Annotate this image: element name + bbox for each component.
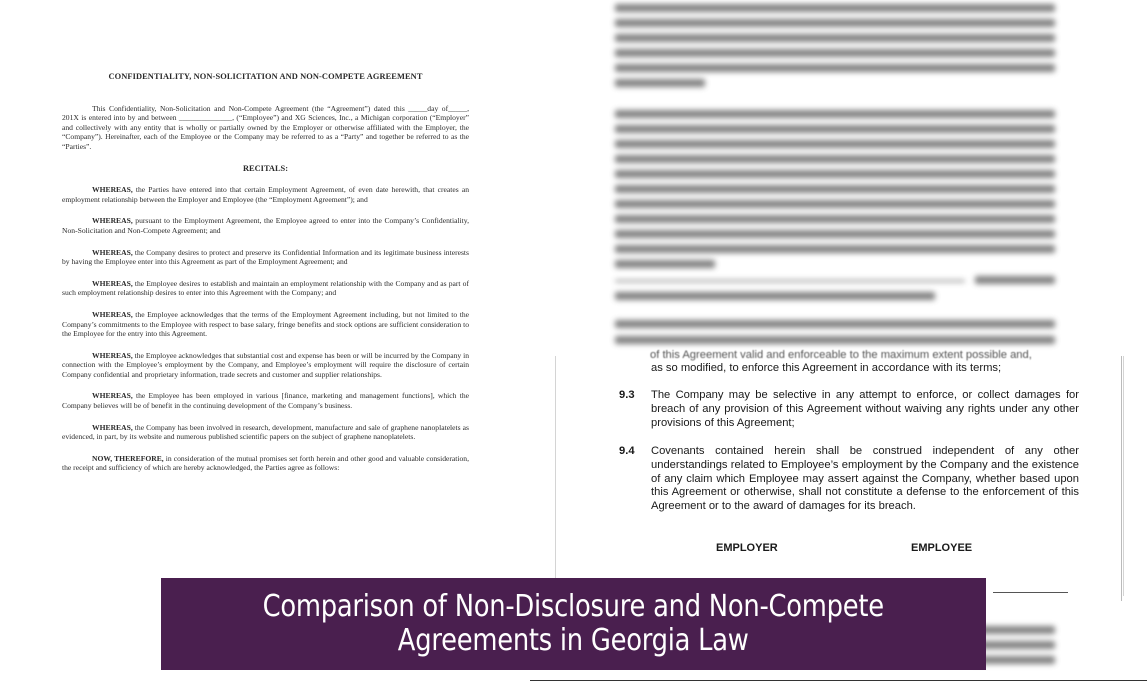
recital-lead: WHEREAS, [92,278,133,288]
caption-banner [161,578,986,670]
blurred-text-line [615,336,1055,344]
cut-off-line: of this Agreement valid and enforceable to the maximum extent possible and, [650,349,1032,361]
recital-text: the Employee acknowledges that substantial cost and expense has been or will be incurred by the Company in connection with the Employee’s employment by the Company, and Employee’s employment will require the disclosure of certain Company confidential and proprietary information, trade secrets and customer and supplier relationships. [62,350,469,379]
blurred-text-line [615,170,1055,178]
blurred-text-line [615,140,1055,148]
caption-line-1: Comparison of Non-Disclosure and Non-Compete [262,589,885,624]
page-edge-rule [1121,356,1122,601]
blurred-text-line [615,292,935,300]
recital-text: the Employee acknowledges that the terms of the Employment Agreement including, but not limited to the Company’s commitments to the Employee with respect to base salary, fringe benefits and stock options are sufficient consideration to the Employee for the entry into this Agreement. [62,309,469,339]
recital-text: in consideration of the mutual promises set forth herein and other good and valuable consideration, the receipt and sufficiency of which are hereby acknowledged, the Parties agree as follows: [62,453,470,473]
recital-text: pursuant to the Employment Agreement, the Employee agreed to enter into the Company’s Confidentiality, Non-Solicitation and Non-Compete Agreement; and [62,216,469,235]
clause-text: Covenants contained herein shall be construed independent of any other understandings related to Employee’s employment by the Company and the existence of any claim which Employee may assert against the Company, whether based upon this Agreement or otherwise, shall not constitute a defense to the enforcement of this Agreement or to the award of damages for its breach. [651,445,1079,513]
recital-paragraph [62,310,469,339]
recital-paragraph [62,454,469,473]
caption-text [263,590,884,658]
recital-lead: WHEREAS, [92,391,133,401]
recital-text: the Employee has been employed in various [finance, marketing and management functions], which the Company believes will be of benefit in the continuing development of the Company’s business. [62,391,469,411]
recital-paragraph [62,423,469,442]
recital-paragraph [62,248,469,267]
blurred-text-line [615,49,1055,57]
clause-9-4 [619,445,1079,514]
blurred-text-line [615,280,965,282]
continuation-line: as so modified, to enforce this Agreement in accordance with its terms; [651,362,1002,374]
blurred-text-line [975,276,1055,284]
left-document-content [62,72,469,485]
blurred-text-line [615,4,1055,12]
blurred-text-line [615,64,1055,72]
recital-text: the Employee desires to establish and maintain an employment relationship with the Company and as part of such employment relationship desires to enter into this Agreement with the Company; and [62,278,469,298]
recital-text: the Company has been involved in research, development, manufacture and sale of graphene nanoplatelets as evidenced, in part, by its website and numerous published scientific papers on the subject of graphene nanoplatelets. [62,422,469,442]
recital-lead: WHEREAS, [92,309,133,319]
clause-text: The Company may be selective in any attempt to enforce, or collect damages for breach of any provision of this Agreement without waiving any rights under any other provisions of this Agreement; [651,389,1079,429]
front-document-page [555,349,1124,596]
recital-lead: WHEREAS, [92,247,133,257]
recital-paragraph [62,391,469,410]
recital-paragraph [62,351,469,380]
blurred-text-line [615,110,1055,118]
recital-lead: WHEREAS, [92,185,133,195]
recitals-heading: RECITALS: [243,163,288,173]
clause-9-3 [619,389,1079,430]
recital-paragraph [62,185,469,204]
signature-line [993,592,1068,593]
recital-paragraph [62,279,469,298]
blurred-text-line [615,79,705,87]
blurred-text-line [615,155,1055,163]
recital-text: the Parties have entered into that certain Employment Agreement, of even date herewith, that creates an employment relationship between the Employer and Employee (the “Employment Agreement”); and [62,185,469,204]
blurred-text-line [615,34,1055,42]
blurred-text-line [615,185,1055,193]
employer-signature-label: EMPLOYER [716,542,778,554]
employee-signature-label: EMPLOYEE [911,542,973,554]
caption-line-2: Agreements in Georgia Law [398,623,749,658]
recital-lead: WHEREAS, [92,216,133,226]
blurred-text-line [615,200,1055,208]
blurred-text-line [615,125,1055,133]
blurred-text-line [615,230,1055,238]
blurred-text-line [615,19,1055,27]
clause-number: 9.4 [619,445,635,457]
recital-paragraph [62,216,469,235]
recitals-list [62,185,469,473]
blurred-text-line [615,215,1055,223]
recital-lead: WHEREAS, [92,350,133,360]
intro-paragraph: This Confidentiality, Non-Solicitation and Non-Compete Agreement (the “Agreement”) dated this _____day of_____, 201X is entered into by and between ______________, (“Employee”) and XG Sciences, Inc., a Michigan corporation (“Employer” and collectively with any entity that is wholly or partially owned by the Employer or otherwise affiliated with the Employer, the “Company”). Hereinafter, each of the Employee or the Company may be referred to as a “Party” and together be referred to as the “Parties”. [62,103,469,151]
recital-lead: NOW, THEREFORE, [92,453,164,463]
recital-text: the Company desires to protect and preserve its Confidential Information and its legitimate business interests by having the Employee enter into this Agreement as part of the Employment Agreement; and [62,247,469,267]
blurred-text-line [615,320,1055,328]
document-title: CONFIDENTIALITY, NON-SOLICITATION AND NON-COMPETE AGREEMENT [108,72,423,81]
recital-lead: WHEREAS, [92,422,133,432]
blurred-text-line [615,260,715,268]
blurred-text-line [615,245,1055,253]
clause-number: 9.3 [619,389,635,401]
